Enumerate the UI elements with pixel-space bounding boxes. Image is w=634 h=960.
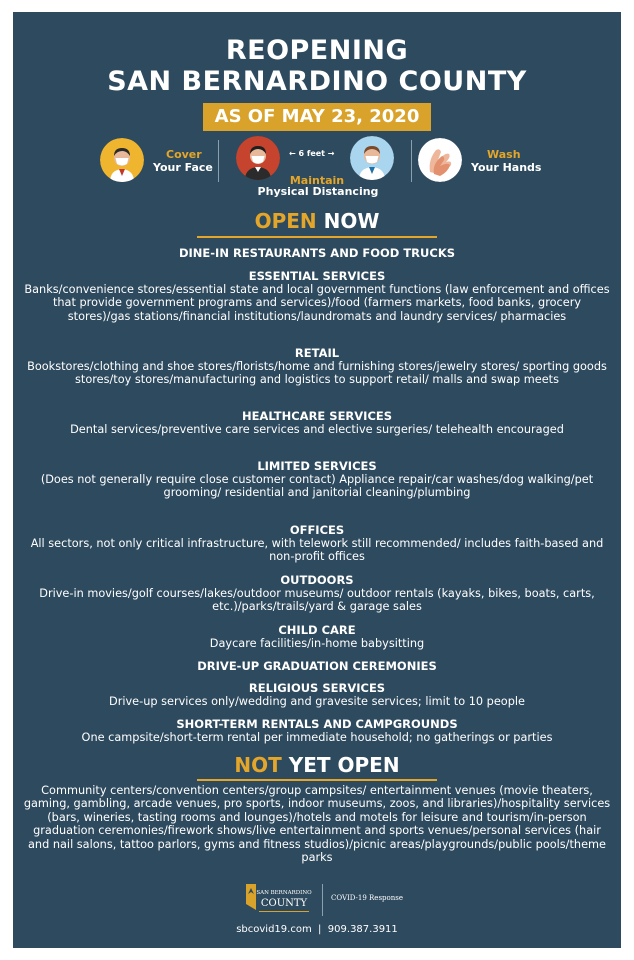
category-drive-up-graduation — [23, 659, 611, 673]
website-link[interactable]: sbcovid19.com — [236, 924, 312, 935]
hand-washing-icon — [418, 138, 462, 182]
category-essential-services — [23, 269, 611, 323]
not-accent: NOT — [234, 753, 282, 777]
category-religious-services — [23, 681, 611, 708]
category-title: CHILD CARE — [278, 623, 356, 637]
footer-divider: | — [314, 924, 325, 935]
category-desc: Drive-up services only/wedding and gravesite services; limit to 10 people — [109, 695, 525, 708]
reopening-poster — [13, 12, 621, 948]
cover-accent: Cover — [166, 148, 202, 161]
category-desc: Dental services/preventive care services and elective surgeries/ telehealth encouraged — [70, 423, 564, 436]
six-feet-text: 6 feet — [298, 149, 326, 158]
divider — [218, 140, 219, 182]
category-title: OUTDOORS — [280, 573, 354, 587]
category-outdoors — [23, 573, 611, 614]
category-title: HEALTHCARE SERVICES — [241, 409, 393, 423]
date-banner: AS OF MAY 23, 2020 — [203, 103, 431, 131]
open-accent: OPEN — [254, 209, 317, 233]
open-rest: NOW — [323, 209, 380, 233]
divider — [411, 140, 412, 182]
face-mask-icon — [100, 138, 144, 182]
not-yet-open-underline — [197, 779, 437, 781]
category-title: DRIVE-UP GRADUATION CEREMONIES — [197, 659, 437, 673]
category-desc: All sectors, not only critical infrastructure, with telework still recommended/ includes faith-based and non-profit offices — [30, 537, 604, 564]
category-title: LIMITED SERVICES — [257, 459, 377, 473]
category-desc: Daycare facilities/in-home babysitting — [209, 637, 425, 650]
category-desc: Drive-in movies/golf courses/lakes/outdoor museums/ outdoor rentals (kayaks, bikes, boats, carts, etc.)/parks/trails/yard & garage sales — [39, 587, 595, 614]
category-title: SHORT-TERM RENTALS AND CAMPGROUNDS — [176, 717, 458, 731]
category-title: RETAIL — [294, 346, 340, 360]
open-now-underline — [197, 236, 437, 238]
logo-line-2: COUNTY — [260, 898, 308, 909]
footer-contact — [13, 924, 621, 935]
category-title: OFFICES — [289, 523, 345, 537]
physical-distancing-label: Physical Distancing — [257, 185, 379, 198]
title-line-1: REOPENING — [225, 35, 409, 66]
category-offices — [23, 523, 611, 564]
logo-line-1: SAN BERNARDINO — [256, 890, 312, 896]
category-title: RELIGIOUS SERVICES — [248, 681, 386, 695]
not-yet-open-heading — [13, 753, 621, 777]
category-short-term-rentals — [23, 717, 611, 744]
wash-hands-label — [471, 148, 541, 174]
open-now-heading — [13, 209, 621, 233]
covid-response-label: COVID-19 Response — [331, 894, 403, 902]
not-yet-open-list: Community centers/convention centers/group campsites/ entertainment venues (movie theaters, gaming, gambling, arcade venues, pro sports, indoor museums, zoos, and libraries)/hospitality services (bars, wineries, tasting rooms and lounges)/hotels and motels for leisure and tourism/in-person graduation ceremonies/firework shows/live entertainment and sports venues/personal services (hair and nail salons, tattoo parlors, gyms and fitness studios)/picnic areas/playgrounds/public pools/theme parks — [23, 784, 611, 865]
category-child-care — [23, 623, 611, 650]
category-desc: (Does not generally require close customer contact) Appliance repair/car washes/dog walking/pet grooming/ residential and janitorial cleaning/plumbing — [40, 473, 594, 500]
six-feet-label: ← 6 feet → — [289, 149, 335, 158]
category-desc: Banks/convenience stores/essential state and local government functions (law enforcement and offices that provide government programs and services)/food (farmers markets, food banks, grocery stores)/gas stations/financial institutions/laundromats and laundry services/ pharmacies — [24, 283, 610, 323]
cover-text: Your Face — [153, 161, 213, 174]
cover-face-label — [153, 148, 213, 174]
not-rest: YET OPEN — [288, 753, 400, 777]
wash-accent: Wash — [487, 148, 521, 161]
county-logo — [242, 880, 314, 920]
category-retail — [23, 346, 611, 387]
category-dine-in — [23, 246, 611, 260]
category-healthcare-services — [23, 409, 611, 436]
category-desc: One campsite/short-term rental per immediate household; no gatherings or parties — [81, 731, 553, 744]
logo-divider — [322, 884, 323, 916]
maintain-accent: Maintain — [289, 174, 345, 187]
title-line-2: SAN BERNARDINO COUNTY — [107, 66, 527, 97]
category-title: ESSENTIAL SERVICES — [248, 269, 386, 283]
category-title: DINE-IN RESTAURANTS AND FOOD TRUCKS — [178, 246, 456, 260]
phone-number[interactable]: 909.387.3911 — [327, 924, 398, 935]
category-limited-services — [23, 459, 611, 500]
wash-text: Your Hands — [471, 161, 542, 174]
category-desc: Bookstores/clothing and shoe stores/florists/home and furnishing stores/jewelry stores/ sporting goods stores/toy stores/manufacturing and logistics to support retail/ malls and swap meets — [27, 360, 607, 387]
